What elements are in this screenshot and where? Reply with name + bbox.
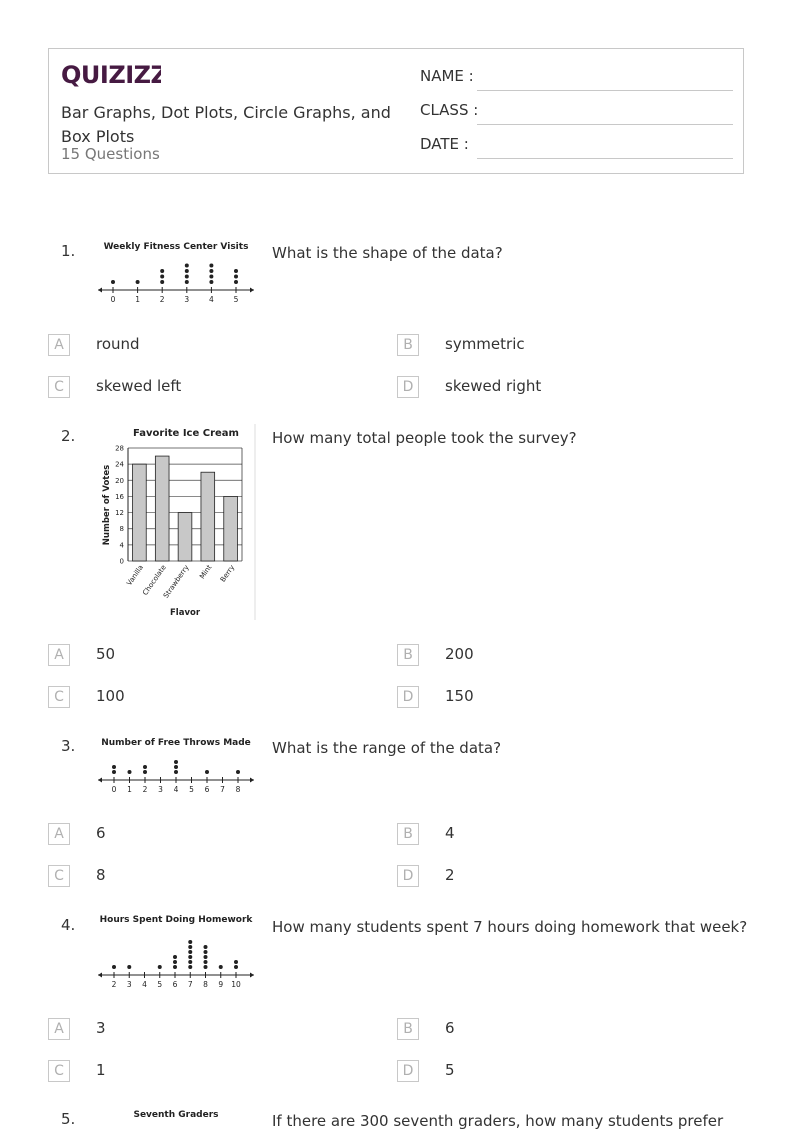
class-field[interactable]: [420, 101, 733, 125]
question-count: 15 Questions: [61, 145, 160, 163]
question-3-chart: [96, 736, 258, 804]
option-text: symmetric: [445, 335, 525, 353]
data-dot: [204, 965, 208, 969]
data-dot: [174, 765, 178, 769]
bar: [178, 513, 192, 561]
chart-title: Seventh Graders: [133, 1110, 219, 1120]
tick-label: 0: [111, 785, 117, 794]
bar: [155, 456, 169, 561]
option-text: 4: [445, 824, 455, 842]
question-text: How many total people took the survey?: [272, 429, 577, 447]
data-dot: [234, 960, 238, 964]
option-letter: C: [48, 865, 70, 887]
option-letter: A: [48, 1018, 70, 1040]
tick-label: 1: [135, 295, 140, 304]
x-tick-label: Mint: [198, 563, 214, 581]
option-text: 2: [445, 866, 455, 884]
worksheet-header: [48, 48, 744, 174]
axis-arrow-right: [250, 973, 254, 978]
data-dot: [204, 950, 208, 954]
option-text: 200: [445, 645, 474, 663]
option-letter: D: [397, 1060, 419, 1082]
data-dot: [209, 275, 213, 279]
data-dot: [185, 275, 189, 279]
y-tick-label: 20: [115, 476, 124, 485]
option-text: 100: [96, 687, 125, 705]
question-text: What is the shape of the data?: [272, 244, 503, 262]
option-letter: A: [48, 644, 70, 666]
option-text: 6: [96, 824, 106, 842]
tick-label: 5: [233, 295, 239, 304]
data-dot: [188, 965, 192, 969]
tick-label: 8: [203, 980, 208, 989]
option-text: 5: [445, 1061, 455, 1079]
bar: [201, 472, 215, 561]
option-text: 6: [445, 1019, 455, 1037]
x-tick-label: Strawberry: [161, 563, 191, 600]
option-letter: B: [397, 644, 419, 666]
option-letter: C: [48, 376, 70, 398]
data-dot: [234, 275, 238, 279]
y-tick-label: 4: [119, 541, 124, 550]
data-dot: [136, 280, 140, 284]
data-dot: [185, 280, 189, 284]
axis-arrow-right: [250, 288, 254, 293]
worksheet-title: Bar Graphs, Dot Plots, Circle Graphs, and Box Plots: [61, 103, 391, 146]
option-letter: D: [397, 865, 419, 887]
option-text: 150: [445, 687, 474, 705]
tick-label: 6: [172, 980, 178, 989]
bar: [133, 464, 147, 561]
data-dot: [234, 269, 238, 273]
data-dot: [173, 960, 177, 964]
tick-label: 5: [157, 980, 163, 989]
chart-title: Weekly Fitness Center Visits: [103, 242, 249, 252]
quizizz-logo: [61, 59, 161, 95]
tick-label: 2: [142, 785, 148, 794]
x-axis-label: Flavor: [169, 608, 201, 618]
question-number: 4.: [61, 916, 76, 934]
class-line[interactable]: [477, 124, 733, 125]
tick-label: 5: [189, 785, 194, 794]
option-text: skewed right: [445, 377, 542, 395]
option-letter: A: [48, 334, 70, 356]
y-tick-label: 16: [115, 492, 124, 501]
data-dot: [112, 765, 116, 769]
data-dot: [174, 770, 178, 774]
data-dot: [205, 770, 209, 774]
data-dot: [160, 280, 164, 284]
data-dot: [143, 770, 147, 774]
data-dot: [204, 945, 208, 949]
bar: [224, 496, 238, 561]
name-line[interactable]: [477, 90, 733, 91]
data-dot: [185, 264, 189, 268]
y-tick-label: 24: [115, 460, 124, 469]
data-dot: [209, 280, 213, 284]
data-dot: [185, 269, 189, 273]
tick-label: 3: [158, 785, 163, 794]
data-dot: [174, 760, 178, 764]
data-dot: [209, 264, 213, 268]
date-label: DATE :: [420, 135, 469, 153]
question-4-chart: [96, 913, 258, 999]
axis-arrow-right: [250, 778, 254, 783]
axis-arrow-left: [98, 778, 102, 783]
chart-title: Hours Spent Doing Homework: [99, 915, 253, 925]
data-dot: [204, 955, 208, 959]
data-dot: [234, 280, 238, 284]
tick-label: 10: [231, 980, 241, 989]
option-text: 3: [96, 1019, 106, 1037]
option-letter: C: [48, 1060, 70, 1082]
option-text: 50: [96, 645, 116, 663]
option-text: 1: [96, 1061, 106, 1079]
data-dot: [188, 945, 192, 949]
option-text: round: [96, 335, 140, 353]
question-number: 1.: [61, 242, 76, 260]
logo-text: QUIZIZZ: [61, 61, 161, 89]
data-dot: [112, 770, 116, 774]
option-text: skewed left: [96, 377, 182, 395]
data-dot: [209, 269, 213, 273]
data-dot: [127, 965, 131, 969]
question-text: What is the range of the data?: [272, 739, 502, 757]
y-tick-label: 0: [119, 557, 124, 566]
tick-label: 9: [218, 980, 224, 989]
tick-label: 7: [220, 785, 225, 794]
tick-label: 2: [159, 295, 165, 304]
question-number: 5.: [61, 1110, 76, 1128]
y-tick-label: 8: [119, 525, 124, 534]
name-label: NAME :: [420, 67, 474, 85]
data-dot: [188, 950, 192, 954]
question-number: 3.: [61, 737, 76, 755]
data-dot: [160, 269, 164, 273]
tick-label: 4: [142, 980, 147, 989]
class-label: CLASS :: [420, 101, 479, 119]
data-dot: [234, 965, 238, 969]
tick-label: 2: [111, 980, 117, 989]
x-tick-label: Berry: [218, 563, 237, 584]
tick-label: 0: [110, 295, 116, 304]
x-tick-label: Vanilla: [125, 563, 146, 588]
data-dot: [188, 940, 192, 944]
data-dot: [173, 955, 177, 959]
tick-label: 8: [235, 785, 241, 794]
option-letter: B: [397, 823, 419, 845]
question-2-chart: [96, 424, 258, 624]
tick-label: 4: [173, 785, 179, 794]
option-letter: B: [397, 1018, 419, 1040]
data-dot: [188, 955, 192, 959]
option-letter: B: [397, 334, 419, 356]
axis-arrow-left: [98, 288, 102, 293]
axis-arrow-left: [98, 973, 102, 978]
data-dot: [188, 960, 192, 964]
question-5-chart: [96, 1104, 258, 1128]
data-dot: [219, 965, 223, 969]
data-dot: [160, 275, 164, 279]
tick-label: 6: [204, 785, 210, 794]
tick-label: 7: [187, 980, 193, 989]
date-line[interactable]: [477, 158, 733, 159]
y-axis-label: Number of Votes: [102, 464, 112, 546]
question-text: How many students spent 7 hours doing homework that week?: [272, 918, 748, 936]
chart-title: Favorite Ice Cream: [133, 428, 239, 439]
option-letter: C: [48, 686, 70, 708]
option-letter: A: [48, 823, 70, 845]
y-tick-label: 12: [115, 509, 124, 518]
tick-label: 1: [127, 785, 132, 794]
date-field[interactable]: [420, 135, 733, 159]
data-dot: [143, 765, 147, 769]
data-dot: [111, 280, 115, 284]
chart-title: Number of Free Throws Made: [101, 738, 251, 748]
data-dot: [204, 960, 208, 964]
question-1-chart: [96, 240, 258, 316]
data-dot: [173, 965, 177, 969]
option-letter: D: [397, 376, 419, 398]
name-field[interactable]: [420, 67, 733, 91]
option-letter: D: [397, 686, 419, 708]
data-dot: [112, 965, 116, 969]
question-text: If there are 300 seventh graders, how many students prefer: [272, 1112, 724, 1130]
x-tick-label: Chocolate: [141, 563, 168, 597]
data-dot: [158, 965, 162, 969]
tick-label: 3: [126, 980, 132, 989]
data-dot: [236, 770, 240, 774]
data-dot: [128, 770, 132, 774]
question-number: 2.: [61, 427, 76, 445]
y-tick-label: 28: [115, 444, 124, 453]
tick-label: 3: [184, 295, 190, 304]
tick-label: 4: [209, 295, 214, 304]
option-text: 8: [96, 866, 106, 884]
